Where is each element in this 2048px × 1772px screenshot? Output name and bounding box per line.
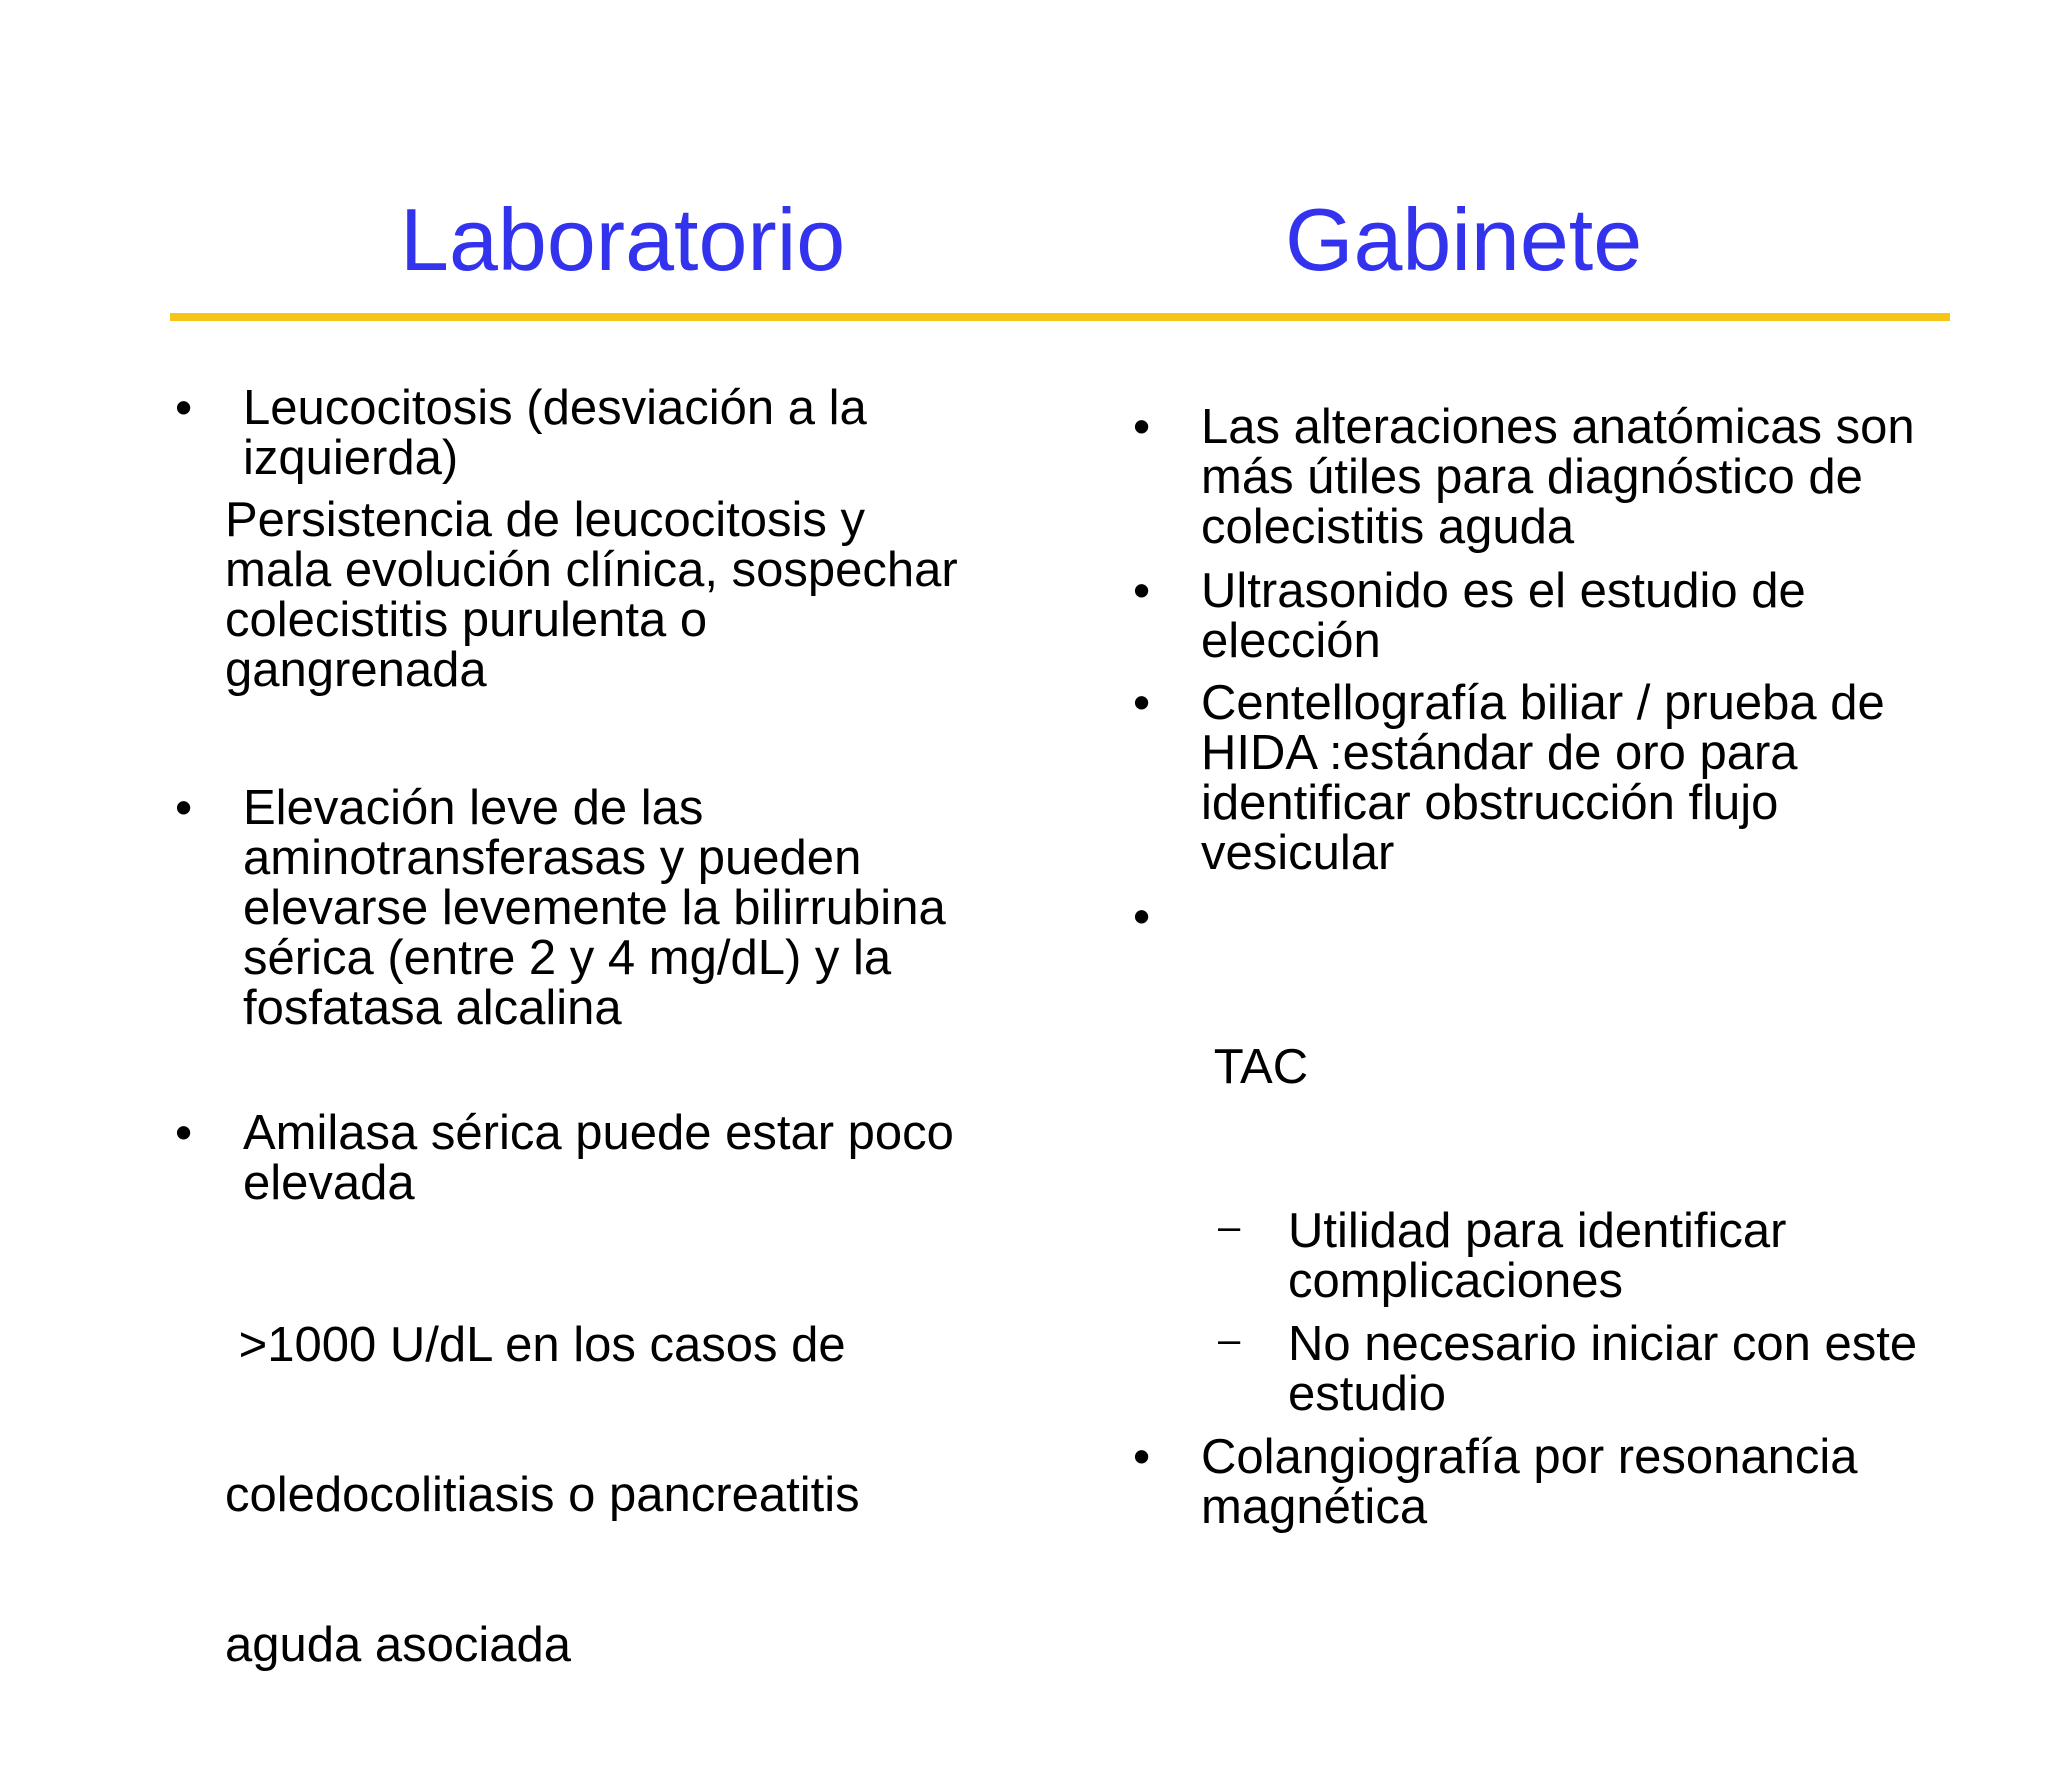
note-persistencia xyxy=(175,495,1035,695)
bullet-text: Ultrasonido es el estudio de xyxy=(1201,564,1806,618)
laboratorio-column xyxy=(175,383,1035,1770)
bullet-text: izquierda) xyxy=(243,431,459,485)
bullet-text: fosfatasa alcalina xyxy=(243,981,622,1035)
title-gabinete: Gabinete xyxy=(1285,190,1643,289)
bullet-colangiografia xyxy=(1133,1432,1983,1532)
bullet-text: Amilasa sérica puede estar poco xyxy=(243,1106,954,1160)
bullet-text: Las alteraciones anatómicas son xyxy=(1201,400,1915,454)
bullet-text: TAC xyxy=(1201,1040,1309,1094)
note-text: aguda asociada xyxy=(225,1618,572,1672)
sub-item-utilidad xyxy=(1133,1206,1983,1306)
bullet-text: magnética xyxy=(1201,1480,1428,1534)
note-amilasa xyxy=(175,1220,1035,1770)
title-laboratorio: Laboratorio xyxy=(400,190,846,289)
bullet-text: elevada xyxy=(243,1156,415,1210)
title-divider xyxy=(170,313,1950,321)
bullet-leucocitosis xyxy=(175,383,1035,483)
bullet-alteraciones xyxy=(1133,402,1983,552)
sub-item-text: No necesario iniciar con este xyxy=(1288,1317,1918,1371)
note-text: colecistitis purulenta o xyxy=(225,593,708,647)
bullet-text: HIDA :estándar de oro para xyxy=(1201,726,1798,780)
gabinete-column xyxy=(1133,402,1983,1532)
sub-item-no-necesario xyxy=(1133,1319,1983,1419)
bullet-centellografia xyxy=(1133,678,1983,878)
bullet-icon: • xyxy=(1133,1430,1151,1484)
bullet-text: más útiles para diagnóstico de xyxy=(1201,450,1863,504)
bullet-icon: • xyxy=(175,1106,193,1160)
sub-item-text: Utilidad para identificar xyxy=(1288,1204,1787,1258)
bullet-ultrasonido xyxy=(1133,566,1983,666)
bullet-text: colecistitis aguda xyxy=(1201,500,1575,554)
bullet-text: aminotransferasas y pueden xyxy=(243,831,862,885)
bullet-icon: • xyxy=(175,781,193,835)
note-text: >1000 U/dL en los casos de xyxy=(225,1318,846,1372)
sub-item-text: estudio xyxy=(1288,1367,1447,1421)
bullet-text: Leucocitosis (desviación a la xyxy=(243,381,867,435)
bullet-icon: • xyxy=(175,381,193,435)
note-text: coledocolitiasis o pancreatitis xyxy=(225,1468,860,1522)
note-text: gangrenada xyxy=(225,643,487,697)
bullet-icon: • xyxy=(1133,676,1151,730)
bullet-text: sérica (entre 2 y 4 mg/dL) y la xyxy=(243,931,892,985)
note-text: mala evolución clínica, sospechar xyxy=(225,543,958,597)
bullet-text: Centellografía biliar / prueba de xyxy=(1201,676,1885,730)
bullet-tac xyxy=(1133,892,1983,1192)
bullet-text: Elevación leve de las xyxy=(243,781,704,835)
bullet-text: elección xyxy=(1201,614,1381,668)
bullet-amilasa xyxy=(175,1108,1035,1208)
bullet-text: Colangiografía por resonancia xyxy=(1201,1430,1858,1484)
sub-item-text: complicaciones xyxy=(1288,1254,1623,1308)
bullet-text: elevarse levemente la bilirrubina xyxy=(243,881,946,935)
dash-icon: – xyxy=(1218,1318,1241,1362)
bullet-icon: • xyxy=(1133,890,1151,944)
bullet-elevacion xyxy=(175,783,1035,1033)
bullet-text: vesicular xyxy=(1201,826,1395,880)
note-text: Persistencia de leucocitosis y xyxy=(225,493,866,547)
bullet-icon: • xyxy=(1133,400,1151,454)
bullet-icon: • xyxy=(1133,564,1151,618)
dash-icon: – xyxy=(1218,1205,1241,1249)
bullet-text: identificar obstrucción flujo xyxy=(1201,776,1779,830)
